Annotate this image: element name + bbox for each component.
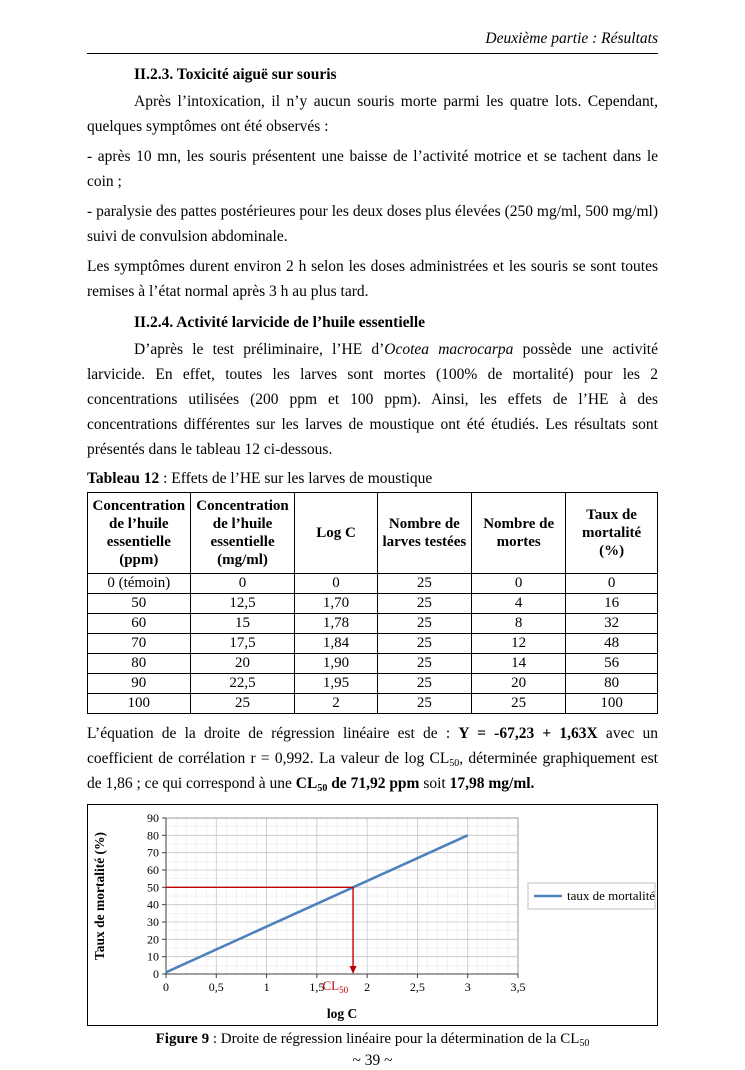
table-cell: 25: [472, 694, 566, 714]
cl50-label: $CL_{50}$: [322, 978, 349, 995]
table-row: [88, 654, 658, 674]
table-cell: 0: [566, 574, 658, 594]
y-tick-label: 30: [147, 915, 159, 929]
table-cell: 20: [190, 654, 295, 674]
table-cell: 25: [377, 654, 472, 674]
cl50-mgml-value: 17,98 mg/ml.: [449, 775, 535, 792]
x-tick-label: 0,5: [208, 980, 224, 994]
x-tick-label: 3: [464, 980, 471, 994]
running-header: Deuxième partie : Résultats: [87, 30, 658, 54]
list-item: - après 10 mn, les souris présentent une baisse de l’activité motrice et se tachent dans le coin ;: [87, 148, 658, 190]
y-tick-label: 90: [147, 811, 159, 825]
paragraph-text: possède une activité larvicide. En effet, toutes les larves sont mortes (100% de mortalité) pour les 2 concentrations utilisées (200 ppm et 100 ppm). Ainsi, les effets de l’HE à des concentrations différentes sur les larves de moustique ont été étudiés. Les résultats sont présentés dans le tableau 12 ci-dessous.: [87, 341, 658, 458]
table-cell: 14: [472, 654, 566, 674]
table-cell: 1,70: [295, 594, 377, 614]
x-tick-label: 2,5: [409, 980, 425, 994]
section-heading-toxicite: II.2.3. Toxicité aiguë sur souris: [134, 66, 337, 83]
table-cell: 32: [566, 614, 658, 634]
table-row: [88, 634, 658, 654]
table-cell: 1,95: [295, 674, 377, 694]
table-cell: 25: [377, 574, 472, 594]
paragraph: Les symptômes durent environ 2 h selon les doses administrées et les souris se sont toutes remises à l’état normal après 3 h au plus tard.: [87, 258, 658, 300]
y-tick-label: 10: [147, 949, 159, 964]
y-tick-label: 80: [147, 828, 159, 843]
equation-text: de 71,92 ppm: [327, 775, 420, 792]
table-cell: 60: [88, 614, 191, 634]
table-cell: 56: [566, 654, 658, 674]
page-number: ~ 39 ~: [352, 1052, 393, 1069]
table-cell: 4: [472, 594, 566, 614]
list-item: - paralysie des pattes postérieures pour les deux doses plus élevées (250 mg/ml, 500 mg/ml) suivi de convulsion abdominale.: [87, 203, 658, 245]
table-cell: 0 (témoin): [88, 574, 191, 594]
results-table: [87, 492, 658, 714]
y-tick-label: 20: [147, 932, 159, 947]
paragraph-text: D’après le test préliminaire, l’HE d’: [134, 341, 385, 358]
table-cell: 48: [566, 634, 658, 654]
table-row: [88, 614, 658, 634]
x-tick-label: 2: [364, 980, 371, 994]
column-header: Log C: [295, 493, 377, 574]
table-body: [88, 574, 658, 714]
table-cell: 25: [377, 694, 472, 714]
equation-text: , déterminée graphiquement est de 1,86 ; ce qui correspond à une: [87, 750, 658, 792]
table-cell: 22,5: [190, 674, 295, 694]
table-row: [88, 574, 658, 594]
figure-caption-label: Figure 9: [155, 1031, 210, 1047]
table-cell: 0: [190, 574, 295, 594]
table-cell: 12,5: [190, 594, 295, 614]
table-cell: 25: [377, 674, 472, 694]
table-cell: 0: [295, 574, 377, 594]
y-tick-label: 40: [147, 897, 159, 912]
table-cell: 16: [566, 594, 658, 614]
subscript: 50: [579, 1038, 590, 1049]
table-cell: 90: [88, 674, 191, 694]
table-cell: 25: [377, 634, 472, 654]
table-cell: 2: [295, 694, 377, 714]
y-tick-label: 0: [153, 967, 159, 981]
table-cell: 25: [377, 594, 472, 614]
equation-paragraph: [87, 721, 658, 796]
figure-caption-text: : Droite de régression linéaire pour la détermination de la CL: [209, 1031, 580, 1047]
regression-chart: [88, 808, 657, 1024]
table-row: [88, 694, 658, 714]
column-header: Concentration de l’huile essentielle (ppm): [88, 493, 191, 574]
table-cell: 8: [472, 614, 566, 634]
section-heading-larvicide: II.2.4. Activité larvicide de l’huile essentielle: [134, 314, 426, 331]
paragraph: Après l’intoxication, il n’y aucun souris morte parmi les quatre lots. Cependant, quelques symptômes ont été observés :: [87, 93, 658, 135]
table-row: [88, 674, 658, 694]
equation-text: avec un coefficient de corrélation r = 0,992. La valeur de log CL: [87, 725, 659, 767]
x-axis-label: log C: [326, 1006, 358, 1021]
table-cell: 0: [472, 574, 566, 594]
species-name: Ocotea macrocarpa: [384, 341, 514, 358]
column-header: Nombre de larves testées: [377, 493, 472, 574]
table-cell: 17,5: [190, 634, 295, 654]
table-cell: 100: [566, 694, 658, 714]
figure-box: [87, 804, 658, 1026]
equation-formula: Y = -67,23 + 1,63X: [458, 725, 598, 742]
paragraph: [87, 337, 658, 462]
column-header: Nombre de mortes: [472, 493, 566, 574]
table-cell: 20: [472, 674, 566, 694]
y-axis-label: Taux de mortalité (%): [92, 831, 107, 961]
equation-text: L’équation de la droite de régression linéaire est de :: [87, 725, 459, 742]
table-cell: 100: [88, 694, 191, 714]
x-tick-label: 1: [263, 980, 270, 994]
table-cell: 25: [190, 694, 295, 714]
subscript: 50: [449, 758, 460, 769]
y-tick-label: 60: [147, 863, 159, 877]
cl50-arrowhead: [350, 966, 357, 974]
table-caption: [87, 470, 658, 488]
table-cell: 25: [377, 614, 472, 634]
table-caption-label: Tableau 12: [87, 470, 160, 487]
cl50-value: [296, 775, 420, 792]
table-cell: 1,78: [295, 614, 377, 634]
table-cell: 1,90: [295, 654, 377, 674]
equation-text: soit: [419, 775, 450, 792]
legend-label: taux de mortalité: [567, 888, 656, 903]
table-cell: 12: [472, 634, 566, 654]
table-cell: 15: [190, 614, 295, 634]
equation-text: CL: [295, 775, 318, 792]
table-cell: 70: [88, 634, 191, 654]
table-row: [88, 594, 658, 614]
subscript: 50: [317, 783, 328, 794]
figure-caption: [87, 1031, 658, 1048]
table-cell: 1,84: [295, 634, 377, 654]
x-tick-label: 1,5: [309, 980, 325, 994]
y-tick-label: 70: [147, 845, 159, 860]
table-cell: 80: [566, 674, 658, 694]
table-header-row: [88, 493, 658, 574]
table-cell: 80: [88, 654, 191, 674]
x-tick-label: 3,5: [510, 980, 526, 994]
y-tick-label: 50: [147, 880, 159, 895]
column-header: Taux de mortalité (%): [566, 493, 658, 574]
x-tick-label: 0: [163, 980, 169, 994]
table-cell: 50: [88, 594, 191, 614]
column-header: Concentration de l’huile essentielle (mg/ml): [190, 493, 295, 574]
table-caption-text: : Effets de l’HE sur les larves de moustique: [159, 470, 433, 487]
